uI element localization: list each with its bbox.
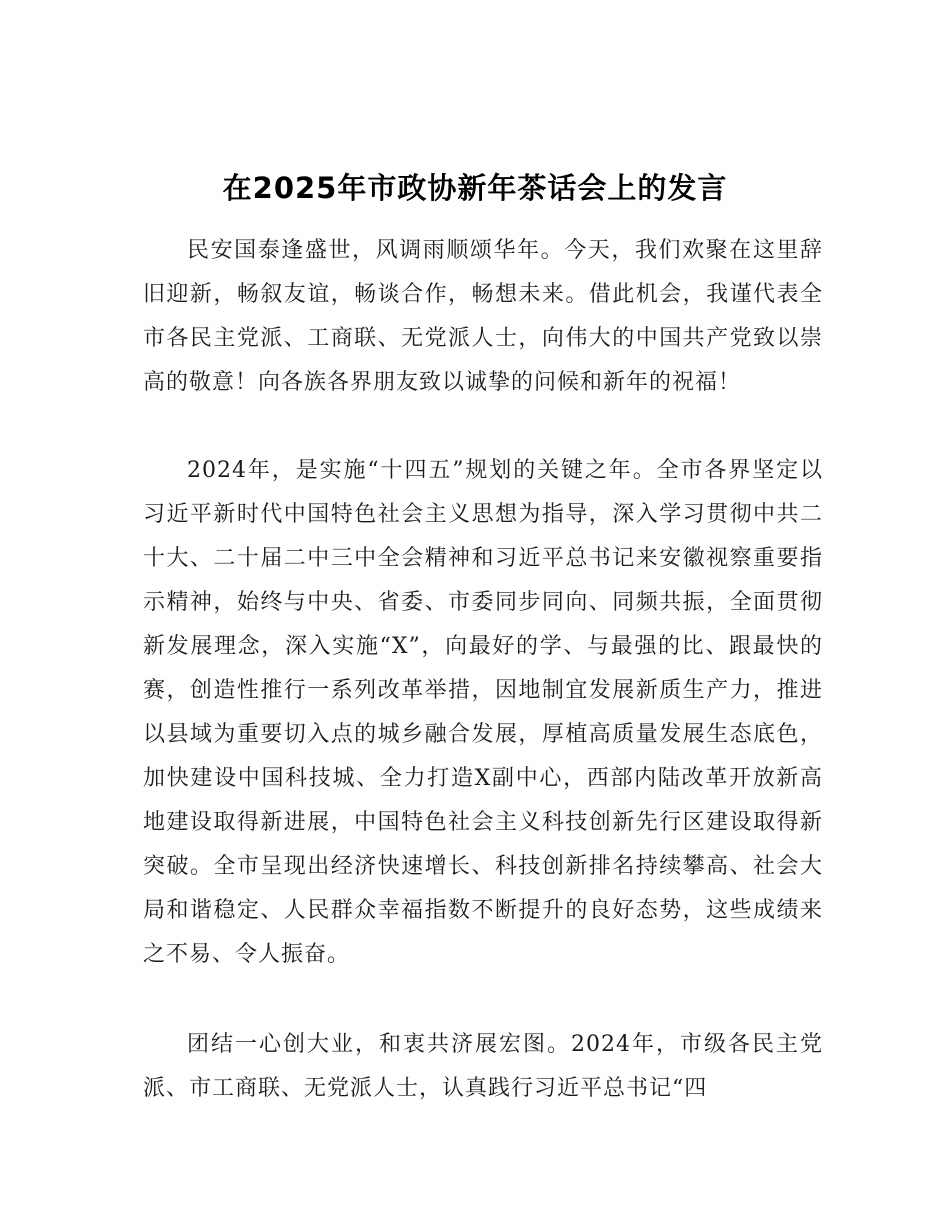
paragraph-2 [143, 449, 823, 977]
paragraph-text: 民安国泰逢盛世，风调雨顺颂华年。今天，我们欢聚在这里辞旧迎新，畅叙友谊，畅谈合作，畅想未来。借此机会，我谨代表全市各民主党派、工商联、无党派人士，向伟大的中国共产党致以崇高的敬意！向各族各界朋友致以诚挚的问候和新年的祝福！ [143, 238, 823, 395]
paragraph-1 [143, 229, 823, 405]
page-title: 在2025年市政协新年茶话会上的发言 [222, 171, 728, 205]
paragraph-3 [143, 1023, 823, 1111]
paragraph-text: 团结一心创大业，和衷共济展宏图。2024年，市级各民主党派、市工商联、无党派人士，认真践行习近平总书记“四 [143, 1032, 823, 1101]
paragraph-text: 2024年，是实施“十四五”规划的关键之年。全市各界坚定以习近平新时代中国特色社会主义思想为指导，深入学习贯彻中共二十大、二十届二中三中全会精神和习近平总书记来安徽视察重要指示精神，始终与中央、省委、市委同步同向、同频共振，全面贯彻新发展理念，深入实施“X”，向最好的学、与最强的比、跟最快的赛，创造性推行一系列改革举措，因地制宜发展新质生产力，推进以县域为重要切入点的城乡融合发展，厚植高质量发展生态底色，加快建设中国科技城、全力打造X副中心，西部内陆改革开放新高地建设取得新进展，中国特色社会主义科技创新先行区建设取得新突破。全市呈现出经济快速增长、科技创新排名持续攀高、社会大局和谐稳定、人民群众幸福指数不断提升的良好态势，这些成绩来之不易、令人振奋。 [143, 458, 823, 967]
